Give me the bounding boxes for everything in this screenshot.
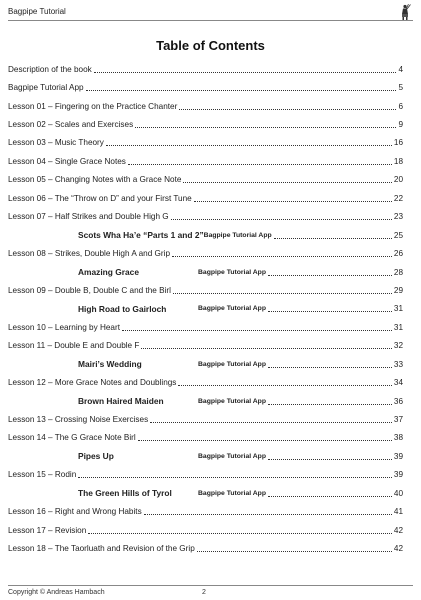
toc-entry[interactable]: [8, 373, 403, 391]
toc-entry-page: 36: [393, 396, 403, 406]
toc-entry-title: Scots Wha Ha’e “Parts 1 and 2”: [78, 230, 204, 241]
toc-entry-app-note: Bagpipe Tutorial App: [198, 452, 266, 460]
header-divider: [8, 20, 413, 21]
toc-entry-page: 38: [393, 433, 403, 443]
page-title: Table of Contents: [156, 38, 265, 53]
copyright-notice: Copyright © Andreas Hambach: [8, 589, 105, 596]
header-title: Bagpipe Tutorial: [8, 7, 66, 16]
toc-entry-page: 29: [393, 285, 403, 295]
toc-entry-page: 31: [393, 322, 403, 332]
toc-entry-page: 33: [393, 359, 403, 369]
page-footer: [8, 585, 413, 600]
toc-entry-title: Lesson 12 – More Grace Notes and Doublings: [8, 378, 177, 388]
dot-leader: [173, 293, 392, 294]
toc-entry-title: Lesson 14 – The G Grace Note Birl: [8, 433, 136, 443]
toc-entry-page: 39: [393, 470, 403, 480]
toc-entry-page: 42: [393, 525, 403, 535]
toc-entry[interactable]: [8, 115, 403, 133]
toc-entry-title: Lesson 03 – Music Theory: [8, 138, 104, 148]
page-header: [8, 4, 413, 20]
toc-entry[interactable]: [8, 152, 403, 170]
toc-tune-entry[interactable]: [8, 226, 403, 244]
toc-entry-app-note: Bagpipe Tutorial App: [198, 397, 266, 405]
toc-entry[interactable]: [8, 521, 403, 539]
dot-leader: [94, 72, 397, 73]
toc-entry-title: The Green Hills of Tyrol: [78, 488, 172, 499]
dot-leader: [178, 385, 391, 386]
dot-leader: [197, 551, 392, 552]
toc-list: [8, 60, 403, 558]
toc-entry-page: 26: [393, 249, 403, 259]
toc-entry-title: Brown Haired Maiden: [78, 396, 164, 407]
toc-tune-entry[interactable]: [8, 263, 403, 281]
dot-leader: [144, 514, 392, 515]
toc-entry-app-note: Bagpipe Tutorial App: [203, 231, 272, 239]
toc-entry-page: 34: [393, 378, 403, 388]
toc-entry-page: 23: [393, 212, 403, 222]
dot-leader: [268, 459, 392, 460]
toc-entry-page: 37: [393, 415, 403, 425]
toc-entry-page: 16: [393, 138, 403, 148]
dot-leader: [268, 275, 392, 276]
toc-entry-app-note: Bagpipe Tutorial App: [198, 489, 266, 497]
toc-entry-title: Bagpipe Tutorial App: [8, 83, 84, 93]
toc-entry-title: Lesson 02 – Scales and Exercises: [8, 120, 134, 130]
footer-divider: [8, 585, 413, 586]
dot-leader: [128, 164, 392, 165]
toc-entry[interactable]: [8, 78, 403, 96]
dot-leader: [141, 348, 391, 349]
toc-entry-app-note: Bagpipe Tutorial App: [198, 268, 266, 276]
toc-entry[interactable]: [8, 97, 403, 115]
toc-entry-title: Lesson 17 – Revision: [8, 525, 87, 535]
toc-entry-title: Lesson 18 – The Taorluath and Revision of the Grip: [8, 544, 195, 554]
toc-entry-page: 25: [393, 230, 403, 240]
toc-entry[interactable]: [8, 539, 403, 557]
toc-entry-title: Lesson 08 – Strikes, Double High A and Grip: [8, 249, 171, 259]
toc-entry-title: High Road to Gairloch: [78, 303, 167, 314]
toc-entry-title: Lesson 06 – The “Throw on D” and your First Tune: [8, 193, 192, 203]
toc-entry-title: Lesson 07 – Half Strikes and Double High G: [8, 212, 169, 222]
toc-entry-page: 4: [398, 64, 403, 74]
dot-leader: [135, 127, 396, 128]
toc-entry[interactable]: [8, 429, 403, 447]
toc-tune-entry[interactable]: [8, 392, 403, 410]
toc-entry-page: 9: [398, 120, 403, 130]
dot-leader: [172, 256, 392, 257]
toc-entry-app-note: Bagpipe Tutorial App: [198, 305, 266, 313]
dot-leader: [88, 533, 392, 534]
dot-leader: [138, 440, 392, 441]
toc-entry-page: 32: [393, 341, 403, 351]
dot-leader: [86, 90, 397, 91]
toc-entry[interactable]: [8, 410, 403, 428]
toc-entry-page: 20: [393, 175, 403, 185]
toc-entry-page: 39: [393, 451, 403, 461]
toc-entry-title: Lesson 13 – Crossing Noise Exercises: [8, 415, 149, 425]
dot-leader: [122, 330, 392, 331]
dot-leader: [268, 311, 392, 312]
dot-leader: [194, 201, 392, 202]
dot-leader: [171, 219, 392, 220]
dot-leader: [150, 422, 392, 423]
dot-leader: [268, 367, 392, 368]
page-number: 2: [202, 589, 206, 596]
toc-entry-title: Lesson 10 – Learning by Heart: [8, 322, 120, 332]
dot-leader: [106, 145, 392, 146]
toc-entry-title: Lesson 01 – Fingering on the Practice Chanter: [8, 101, 178, 111]
toc-entry[interactable]: [8, 134, 403, 152]
toc-tune-entry[interactable]: [8, 484, 403, 502]
toc-entry-page: 18: [393, 156, 403, 166]
toc-entry[interactable]: [8, 318, 403, 336]
dot-leader: [179, 109, 396, 110]
toc-entry-title: Mairi’s Wedding: [78, 359, 142, 370]
toc-entry-app-note: Bagpipe Tutorial App: [198, 360, 266, 368]
dot-leader: [268, 496, 392, 497]
dot-leader: [274, 238, 392, 239]
toc-entry-title: Lesson 09 – Double B, Double C and the Birl: [8, 285, 171, 295]
toc-entry-page: 5: [398, 83, 403, 93]
toc-entry-page: 6: [398, 101, 403, 111]
toc-entry[interactable]: [8, 281, 403, 299]
toc-entry-page: 28: [393, 267, 403, 277]
toc-entry[interactable]: [8, 208, 403, 226]
toc-entry[interactable]: [8, 337, 403, 355]
toc-entry-page: 31: [393, 304, 403, 314]
toc-entry-title: Lesson 16 – Right and Wrong Habits: [8, 507, 142, 517]
toc-entry-title: Lesson 11 – Double E and Double F: [8, 341, 140, 351]
dot-leader: [268, 404, 392, 405]
toc-entry-title: Pipes Up: [78, 451, 114, 462]
toc-tune-entry[interactable]: [8, 355, 403, 373]
toc-entry-title: Description of the book: [8, 64, 92, 74]
toc-entry[interactable]: [8, 466, 403, 484]
toc-entry[interactable]: [8, 171, 403, 189]
toc-entry-title: Lesson 04 – Single Grace Notes: [8, 156, 126, 166]
toc-tune-entry[interactable]: [8, 300, 403, 318]
toc-entry-title: Lesson 05 – Changing Notes with a Grace Note: [8, 175, 182, 185]
toc-entry[interactable]: [8, 60, 403, 78]
dot-leader: [183, 182, 391, 183]
toc-tune-entry[interactable]: [8, 447, 403, 465]
toc-entry-page: 22: [393, 193, 403, 203]
toc-entry-page: 41: [393, 507, 403, 517]
toc-entry-title: Lesson 15 – Rodin: [8, 470, 77, 480]
toc-entry[interactable]: [8, 244, 403, 262]
toc-entry-page: 42: [393, 544, 403, 554]
bagpiper-icon: [399, 4, 411, 20]
dot-leader: [78, 477, 392, 478]
toc-entry-page: 40: [393, 488, 403, 498]
toc-entry[interactable]: [8, 189, 403, 207]
toc-entry-title: Amazing Grace: [78, 267, 139, 278]
toc-entry[interactable]: [8, 503, 403, 521]
